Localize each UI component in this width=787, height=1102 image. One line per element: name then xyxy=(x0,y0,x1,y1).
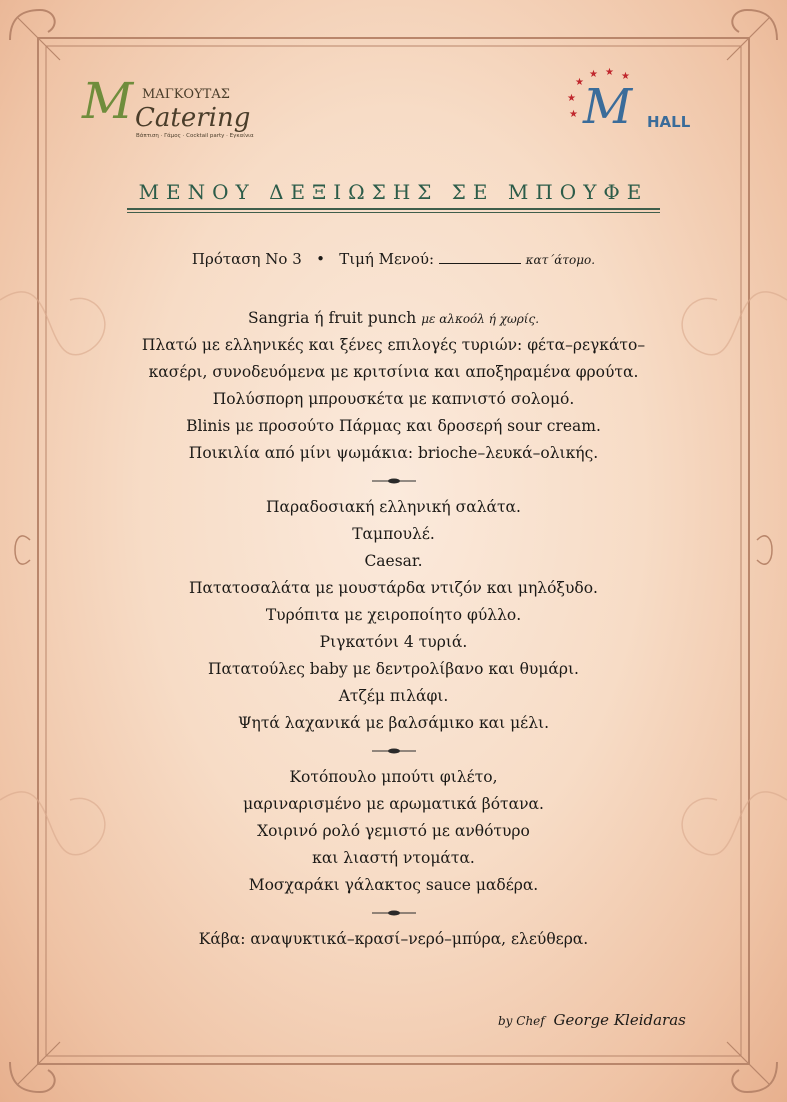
menu-item-text: κασέρι, συνοδευόμενα με κριτσίνια και αποξηραμένα φρούτα. xyxy=(148,363,639,381)
menu-item xyxy=(0,656,787,683)
menu-item xyxy=(0,521,787,548)
menu-item xyxy=(0,710,787,737)
menu-item-text: Πλατώ με ελληνικές και ξένες επιλογές τυριών: φέτα–ρεγκάτο– xyxy=(141,336,646,354)
menu-item-text: Κάβα: αναψυκτικά–κρασί–νερό–μπύρα, ελεύθερα. xyxy=(198,930,589,948)
star-icon: ★ xyxy=(621,71,630,82)
star-icon: ★ xyxy=(589,69,598,80)
hall-logo-mark xyxy=(565,65,715,135)
menu-item-text: Πατατούλες baby με δεντρολίβανο και θυμάρι. xyxy=(207,660,579,678)
page-title: ΜΕΝΟΥ ΔΕΞΙΩΣΗΣ ΣΕ ΜΠΟΥΦΕ xyxy=(138,180,649,204)
hall-logo-word: HALL xyxy=(647,113,691,131)
menu-item-text: Ριγκατόνι 4 τυριά. xyxy=(319,633,468,651)
menu-item-text: Caesar. xyxy=(364,552,423,570)
price-label: Τιμή Μενού: xyxy=(339,250,435,268)
star-icon: ★ xyxy=(605,67,614,78)
title-rule-thin xyxy=(127,212,660,213)
chef-signature xyxy=(498,1011,686,1029)
hall-logo-letter: M xyxy=(583,79,633,135)
star-icon: ★ xyxy=(569,109,578,120)
offer-line xyxy=(0,250,787,268)
menu-item xyxy=(0,548,787,575)
menu-item xyxy=(0,494,787,521)
menu-item xyxy=(0,845,787,872)
menu-item xyxy=(0,602,787,629)
menu-item-text: μαριναρισμένο με αρωματικά βότανα. xyxy=(243,795,544,813)
section-divider xyxy=(0,737,787,764)
catering-logo-word: Catering xyxy=(135,103,251,133)
menu-item xyxy=(0,791,787,818)
menu-item-text: Ταμπουλέ. xyxy=(352,525,435,543)
menu-item-text: Κοτόπουλο μπούτι φιλέτο, xyxy=(289,768,498,786)
menu-item xyxy=(0,413,787,440)
proposal-label: Πρόταση Νο 3 xyxy=(191,250,302,268)
section-divider xyxy=(0,467,787,494)
menu-item xyxy=(0,629,787,656)
catering-logo-letter: M xyxy=(82,72,134,130)
bullet-separator: • xyxy=(316,250,325,268)
menu-item-text: Blinis με προσούτο Πάρμας και δροσερή sour cream. xyxy=(186,417,601,435)
menu-item-text: Χοιρινό ρολό γεμιστό με ανθότυρο xyxy=(257,822,530,840)
menu-item xyxy=(0,764,787,791)
title-rule xyxy=(127,208,660,210)
menu-item xyxy=(0,818,787,845)
menu-list xyxy=(0,305,787,953)
menu-item-text: Τυρόπιτα με χειροποίητο φύλλο. xyxy=(265,606,522,624)
menu-item-text: Sangria ή fruit punch xyxy=(247,309,422,327)
chef-name: George Kleidaras xyxy=(553,1011,686,1029)
hall-logo xyxy=(565,65,715,135)
menu-item-text: Πατατοσαλάτα με μουστάρδα ντιζόν και μηλόξυδο. xyxy=(189,579,598,597)
section-divider xyxy=(0,899,787,926)
menu-item xyxy=(0,332,787,359)
menu-item-text: Ατζέμ πιλάφι. xyxy=(338,687,449,705)
catering-logo-tagline: Βάπτιση · Γάμος · Cocktail party · Εγκαίνια xyxy=(136,133,254,139)
menu-item xyxy=(0,872,787,899)
menu-item xyxy=(0,683,787,710)
divider-ornament-icon xyxy=(372,477,416,485)
menu-item-text: Παραδοσιακή ελληνική σαλάτα. xyxy=(266,498,521,516)
star-icon: ★ xyxy=(575,77,584,88)
catering-logo-mark xyxy=(80,70,295,140)
menu-item-text: Ποικιλία από μίνι ψωμάκια: brioche–λευκά–ολικής. xyxy=(188,444,599,462)
divider-ornament-icon xyxy=(372,909,416,917)
menu-item xyxy=(0,440,787,467)
catering-logo xyxy=(80,70,295,140)
menu-item xyxy=(0,926,787,953)
menu-item-text: Πολύσπορη μπρουσκέτα με καπνιστό σολομό. xyxy=(212,390,575,408)
menu-item xyxy=(0,305,787,332)
menu-item xyxy=(0,575,787,602)
signature-prefix: by Chef xyxy=(498,1014,545,1028)
price-blank xyxy=(439,251,521,264)
per-person-label: κατ΄άτομο. xyxy=(525,253,596,267)
menu-item-note: με αλκοόλ ή χωρίς. xyxy=(421,312,540,326)
menu-item-text: Ψητά λαχανικά με βαλσάμικο και μέλι. xyxy=(237,714,550,732)
menu-item-text: Μοσχαράκι γάλακτος sauce μαδέρα. xyxy=(248,876,539,894)
menu-item xyxy=(0,359,787,386)
menu-item xyxy=(0,386,787,413)
catering-logo-name: ΜΑΓΚΟΥΤΑΣ xyxy=(142,87,230,102)
divider-ornament-icon xyxy=(372,747,416,755)
star-icon: ★ xyxy=(567,93,576,104)
menu-item-text: και λιαστή ντομάτα. xyxy=(312,849,475,867)
